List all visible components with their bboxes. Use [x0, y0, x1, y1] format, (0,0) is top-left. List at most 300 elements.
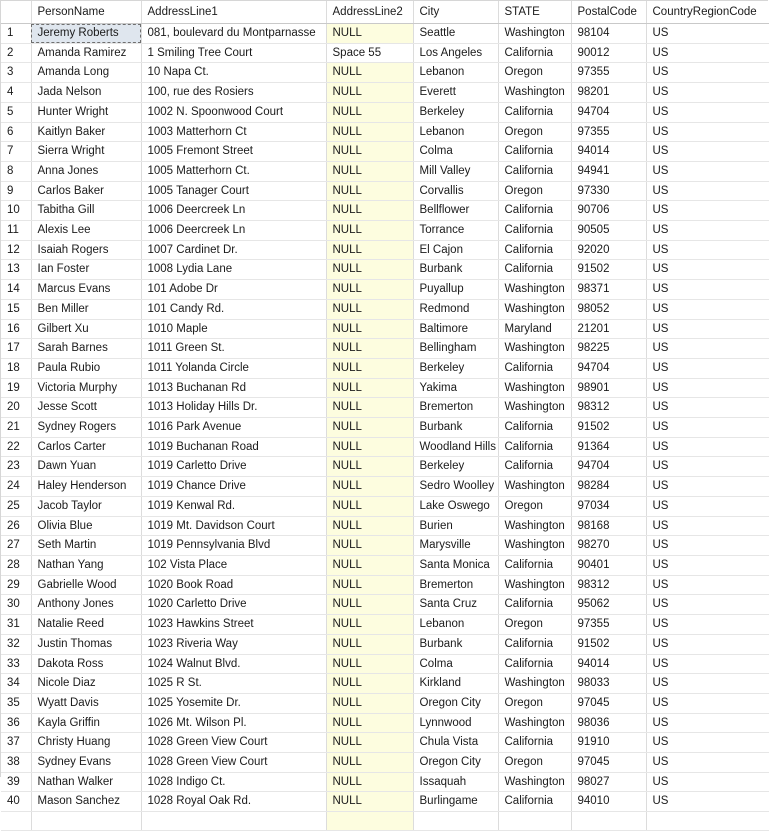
- cell-city[interactable]: Sedro Woolley: [413, 477, 498, 497]
- cell-city[interactable]: Issaquah: [413, 772, 498, 792]
- cell-addressline1[interactable]: 1019 Pennsylvania Blvd: [141, 536, 326, 556]
- cell-addressline1[interactable]: 1019 Carletto Drive: [141, 457, 326, 477]
- cell-postalcode[interactable]: 98901: [571, 378, 646, 398]
- cell-personname[interactable]: Hunter Wright: [31, 102, 141, 122]
- cell-personname[interactable]: Alexis Lee: [31, 221, 141, 241]
- cell-postalcode[interactable]: 98052: [571, 299, 646, 319]
- cell-countryregioncode[interactable]: US: [646, 24, 769, 44]
- cell-addressline2[interactable]: NULL: [326, 753, 413, 773]
- cell-addressline2[interactable]: NULL: [326, 339, 413, 359]
- cell-city[interactable]: Seattle: [413, 24, 498, 44]
- cell-addressline2[interactable]: NULL: [326, 260, 413, 280]
- cell-postalcode[interactable]: 91502: [571, 418, 646, 438]
- cell-state[interactable]: Washington: [498, 477, 571, 497]
- cell-state[interactable]: California: [498, 161, 571, 181]
- cell-addressline2[interactable]: NULL: [326, 299, 413, 319]
- cell-countryregioncode[interactable]: US: [646, 418, 769, 438]
- table-row[interactable]: [1, 457, 769, 477]
- table-row[interactable]: [1, 161, 769, 181]
- cell-postalcode[interactable]: 90505: [571, 221, 646, 241]
- cell-addressline2[interactable]: NULL: [326, 280, 413, 300]
- table-row[interactable]: [1, 595, 769, 615]
- cell-city[interactable]: Burbank: [413, 260, 498, 280]
- cell-countryregioncode[interactable]: US: [646, 260, 769, 280]
- cell-state[interactable]: Oregon: [498, 496, 571, 516]
- row-number-cell[interactable]: 16: [1, 319, 31, 339]
- cell-countryregioncode[interactable]: US: [646, 575, 769, 595]
- row-number-cell[interactable]: 12: [1, 240, 31, 260]
- table-row[interactable]: [1, 201, 769, 221]
- cell-addressline2[interactable]: NULL: [326, 615, 413, 635]
- cell-city[interactable]: Woodland Hills: [413, 437, 498, 457]
- cell-postalcode[interactable]: 97045: [571, 693, 646, 713]
- cell-countryregioncode[interactable]: US: [646, 240, 769, 260]
- cell-city[interactable]: Santa Monica: [413, 555, 498, 575]
- cell-countryregioncode[interactable]: US: [646, 122, 769, 142]
- selected-cell[interactable]: Jeremy Roberts: [31, 24, 141, 44]
- cell-state[interactable]: California: [498, 595, 571, 615]
- cell-state[interactable]: California: [498, 733, 571, 753]
- row-number-header[interactable]: [1, 1, 31, 24]
- cell-state[interactable]: Washington: [498, 280, 571, 300]
- cell-personname[interactable]: Isaiah Rogers: [31, 240, 141, 260]
- cell-addressline2[interactable]: NULL: [326, 240, 413, 260]
- cell-personname[interactable]: Amanda Ramirez: [31, 43, 141, 63]
- cell-city[interactable]: Baltimore: [413, 319, 498, 339]
- cell-postalcode[interactable]: 98284: [571, 477, 646, 497]
- cell-addressline2[interactable]: NULL: [326, 221, 413, 241]
- table-row[interactable]: [1, 122, 769, 142]
- cell-countryregioncode[interactable]: US: [646, 319, 769, 339]
- cell-postalcode[interactable]: 98036: [571, 713, 646, 733]
- table-row[interactable]: [1, 378, 769, 398]
- column-header-personname[interactable]: PersonName: [31, 1, 141, 24]
- cell-city[interactable]: Corvallis: [413, 181, 498, 201]
- cell-city[interactable]: Everett: [413, 83, 498, 103]
- table-row[interactable]: [1, 772, 769, 792]
- cell-addressline2[interactable]: NULL: [326, 181, 413, 201]
- row-number-cell[interactable]: 29: [1, 575, 31, 595]
- cell-personname[interactable]: Nathan Yang: [31, 555, 141, 575]
- cell-state[interactable]: Washington: [498, 575, 571, 595]
- cell-personname[interactable]: Nicole Diaz: [31, 674, 141, 694]
- table-row-partial[interactable]: [1, 812, 769, 831]
- cell-countryregioncode[interactable]: US: [646, 201, 769, 221]
- cell-postalcode[interactable]: 97355: [571, 615, 646, 635]
- cell-countryregioncode[interactable]: US: [646, 555, 769, 575]
- cell-countryregioncode[interactable]: US: [646, 733, 769, 753]
- cell-addressline2[interactable]: NULL: [326, 418, 413, 438]
- cell-countryregioncode[interactable]: US: [646, 772, 769, 792]
- table-row[interactable]: [1, 398, 769, 418]
- cell-state[interactable]: Washington: [498, 378, 571, 398]
- cell-postalcode[interactable]: 98033: [571, 674, 646, 694]
- cell-state[interactable]: California: [498, 555, 571, 575]
- cell-personname[interactable]: Haley Henderson: [31, 477, 141, 497]
- cell-personname[interactable]: Sierra Wright: [31, 142, 141, 162]
- cell-addressline2[interactable]: NULL: [326, 713, 413, 733]
- row-number-cell[interactable]: 6: [1, 122, 31, 142]
- cell-countryregioncode[interactable]: US: [646, 595, 769, 615]
- cell-addressline2[interactable]: Space 55: [326, 43, 413, 63]
- cell-city[interactable]: Oregon City: [413, 693, 498, 713]
- table-row[interactable]: [1, 615, 769, 635]
- cell-postalcode[interactable]: 91364: [571, 437, 646, 457]
- cell-addressline2[interactable]: NULL: [326, 733, 413, 753]
- cell-city[interactable]: Mill Valley: [413, 161, 498, 181]
- cell-addressline1[interactable]: 1013 Buchanan Rd: [141, 378, 326, 398]
- cell-addressline1[interactable]: 1019 Mt. Davidson Court: [141, 516, 326, 536]
- cell-state[interactable]: Oregon: [498, 181, 571, 201]
- cell-countryregioncode[interactable]: US: [646, 496, 769, 516]
- cell-addressline2[interactable]: NULL: [326, 516, 413, 536]
- cell-addressline2[interactable]: NULL: [326, 654, 413, 674]
- cell-city[interactable]: Lebanon: [413, 122, 498, 142]
- cell-state[interactable]: Oregon: [498, 693, 571, 713]
- cell-addressline1[interactable]: 1010 Maple: [141, 319, 326, 339]
- row-number-cell[interactable]: 39: [1, 772, 31, 792]
- cell-personname[interactable]: Ben Miller: [31, 299, 141, 319]
- cell-city[interactable]: Burbank: [413, 418, 498, 438]
- cell-state[interactable]: California: [498, 142, 571, 162]
- cell-postalcode[interactable]: 21201: [571, 319, 646, 339]
- cell-addressline1[interactable]: 101 Adobe Dr: [141, 280, 326, 300]
- cell-addressline1[interactable]: 102 Vista Place: [141, 555, 326, 575]
- cell-personname[interactable]: Jacob Taylor: [31, 496, 141, 516]
- table-row[interactable]: [1, 102, 769, 122]
- table-row[interactable]: [1, 496, 769, 516]
- table-row[interactable]: [1, 260, 769, 280]
- cell-addressline2[interactable]: NULL: [326, 457, 413, 477]
- cell-state[interactable]: California: [498, 260, 571, 280]
- table-row[interactable]: [1, 536, 769, 556]
- cell-postalcode[interactable]: 98201: [571, 83, 646, 103]
- cell-addressline1[interactable]: 1019 Kenwal Rd.: [141, 496, 326, 516]
- table-row[interactable]: [1, 575, 769, 595]
- cell-personname[interactable]: Anna Jones: [31, 161, 141, 181]
- row-number-cell[interactable]: 30: [1, 595, 31, 615]
- cell-state[interactable]: California: [498, 221, 571, 241]
- cell-addressline2[interactable]: NULL: [326, 142, 413, 162]
- row-number-cell[interactable]: 20: [1, 398, 31, 418]
- cell-postalcode[interactable]: 98270: [571, 536, 646, 556]
- cell-addressline1[interactable]: 1028 Green View Court: [141, 733, 326, 753]
- cell-postalcode[interactable]: 94014: [571, 654, 646, 674]
- table-row[interactable]: [1, 181, 769, 201]
- cell-countryregioncode[interactable]: US: [646, 674, 769, 694]
- cell-addressline1[interactable]: 1024 Walnut Blvd.: [141, 654, 326, 674]
- cell-postalcode[interactable]: 98312: [571, 398, 646, 418]
- cell-state[interactable]: Washington: [498, 772, 571, 792]
- table-row[interactable]: [1, 221, 769, 241]
- cell-postalcode[interactable]: 94010: [571, 792, 646, 812]
- cell-addressline1[interactable]: 1023 Hawkins Street: [141, 615, 326, 635]
- row-number-cell[interactable]: 17: [1, 339, 31, 359]
- cell-personname[interactable]: Victoria Murphy: [31, 378, 141, 398]
- cell-countryregioncode[interactable]: US: [646, 142, 769, 162]
- cell-countryregioncode[interactable]: US: [646, 221, 769, 241]
- cell-addressline2[interactable]: NULL: [326, 319, 413, 339]
- cell-personname[interactable]: Natalie Reed: [31, 615, 141, 635]
- cell-postalcode[interactable]: 94704: [571, 457, 646, 477]
- row-number-cell[interactable]: 32: [1, 634, 31, 654]
- cell-addressline2[interactable]: NULL: [326, 595, 413, 615]
- cell-countryregioncode[interactable]: US: [646, 654, 769, 674]
- table-row[interactable]: [1, 280, 769, 300]
- cell-personname[interactable]: Wyatt Davis: [31, 693, 141, 713]
- table-row[interactable]: [1, 63, 769, 83]
- cell-city[interactable]: Kirkland: [413, 674, 498, 694]
- table-row[interactable]: [1, 792, 769, 812]
- cell-countryregioncode[interactable]: US: [646, 299, 769, 319]
- cell-countryregioncode[interactable]: US: [646, 358, 769, 378]
- cell-city[interactable]: Lynnwood: [413, 713, 498, 733]
- row-number-cell[interactable]: 4: [1, 83, 31, 103]
- cell-countryregioncode[interactable]: US: [646, 693, 769, 713]
- cell-postalcode[interactable]: 98371: [571, 280, 646, 300]
- table-row[interactable]: [1, 477, 769, 497]
- cell-addressline1[interactable]: 1020 Carletto Drive: [141, 595, 326, 615]
- cell-postalcode[interactable]: 91502: [571, 634, 646, 654]
- cell-state[interactable]: Oregon: [498, 753, 571, 773]
- row-number-cell[interactable]: 36: [1, 713, 31, 733]
- cell-addressline2[interactable]: NULL: [326, 477, 413, 497]
- cell-countryregioncode[interactable]: US: [646, 378, 769, 398]
- cell-countryregioncode[interactable]: US: [646, 398, 769, 418]
- row-number-cell[interactable]: 31: [1, 615, 31, 635]
- cell-countryregioncode[interactable]: US: [646, 181, 769, 201]
- cell-addressline2[interactable]: NULL: [326, 122, 413, 142]
- cell-postalcode[interactable]: 98225: [571, 339, 646, 359]
- row-number-cell[interactable]: 24: [1, 477, 31, 497]
- cell-city[interactable]: Bremerton: [413, 575, 498, 595]
- row-number-cell[interactable]: 38: [1, 753, 31, 773]
- cell-personname[interactable]: Ian Foster: [31, 260, 141, 280]
- cell-postalcode[interactable]: 97045: [571, 753, 646, 773]
- cell-personname[interactable]: Gilbert Xu: [31, 319, 141, 339]
- cell-personname[interactable]: Kayla Griffin: [31, 713, 141, 733]
- table-row[interactable]: [1, 24, 769, 44]
- cell-personname[interactable]: Anthony Jones: [31, 595, 141, 615]
- cell-state[interactable]: California: [498, 43, 571, 63]
- cell-city[interactable]: Torrance: [413, 221, 498, 241]
- cell-addressline2[interactable]: NULL: [326, 772, 413, 792]
- cell-addressline2[interactable]: NULL: [326, 555, 413, 575]
- cell-addressline1[interactable]: 1026 Mt. Wilson Pl.: [141, 713, 326, 733]
- row-number-cell[interactable]: 19: [1, 378, 31, 398]
- table-row[interactable]: [1, 634, 769, 654]
- table-row[interactable]: [1, 358, 769, 378]
- column-header-postalcode[interactable]: PostalCode: [571, 1, 646, 24]
- cell-empty[interactable]: [646, 812, 769, 831]
- cell-empty[interactable]: [141, 812, 326, 831]
- cell-personname[interactable]: Carlos Baker: [31, 181, 141, 201]
- cell-addressline1[interactable]: 1 Smiling Tree Court: [141, 43, 326, 63]
- cell-addressline1[interactable]: 081, boulevard du Montparnasse: [141, 24, 326, 44]
- table-row[interactable]: [1, 240, 769, 260]
- cell-countryregioncode[interactable]: US: [646, 753, 769, 773]
- table-row[interactable]: [1, 437, 769, 457]
- cell-addressline2[interactable]: NULL: [326, 398, 413, 418]
- cell-addressline1[interactable]: 1007 Cardinet Dr.: [141, 240, 326, 260]
- cell-countryregioncode[interactable]: US: [646, 713, 769, 733]
- cell-addressline1[interactable]: 1019 Buchanan Road: [141, 437, 326, 457]
- cell-addressline2[interactable]: NULL: [326, 536, 413, 556]
- row-number-cell[interactable]: 9: [1, 181, 31, 201]
- cell-postalcode[interactable]: 94704: [571, 102, 646, 122]
- cell-personname[interactable]: Sydney Rogers: [31, 418, 141, 438]
- cell-addressline2[interactable]: NULL: [326, 24, 413, 44]
- cell-postalcode[interactable]: 94941: [571, 161, 646, 181]
- cell-state[interactable]: Oregon: [498, 615, 571, 635]
- cell-personname[interactable]: Dakota Ross: [31, 654, 141, 674]
- cell-addressline1[interactable]: 1028 Green View Court: [141, 753, 326, 773]
- cell-addressline2[interactable]: NULL: [326, 161, 413, 181]
- cell-state[interactable]: Washington: [498, 398, 571, 418]
- cell-state[interactable]: California: [498, 102, 571, 122]
- cell-countryregioncode[interactable]: US: [646, 792, 769, 812]
- cell-addressline1[interactable]: 1008 Lydia Lane: [141, 260, 326, 280]
- cell-city[interactable]: Los Angeles: [413, 43, 498, 63]
- cell-addressline1[interactable]: 1020 Book Road: [141, 575, 326, 595]
- cell-countryregioncode[interactable]: US: [646, 43, 769, 63]
- cell-city[interactable]: Bremerton: [413, 398, 498, 418]
- cell-addressline1[interactable]: 1013 Holiday Hills Dr.: [141, 398, 326, 418]
- row-number-cell[interactable]: 11: [1, 221, 31, 241]
- cell-addressline1[interactable]: 1005 Matterhorn Ct.: [141, 161, 326, 181]
- cell-addressline1[interactable]: 1025 Yosemite Dr.: [141, 693, 326, 713]
- cell-personname[interactable]: Jesse Scott: [31, 398, 141, 418]
- row-number-cell[interactable]: 25: [1, 496, 31, 516]
- cell-personname[interactable]: Marcus Evans: [31, 280, 141, 300]
- cell-state[interactable]: Washington: [498, 299, 571, 319]
- cell-countryregioncode[interactable]: US: [646, 102, 769, 122]
- row-number-cell[interactable]: 35: [1, 693, 31, 713]
- cell-state[interactable]: California: [498, 358, 571, 378]
- cell-personname[interactable]: Jada Nelson: [31, 83, 141, 103]
- cell-addressline1[interactable]: 10 Napa Ct.: [141, 63, 326, 83]
- cell-state[interactable]: California: [498, 792, 571, 812]
- cell-personname[interactable]: Justin Thomas: [31, 634, 141, 654]
- cell-postalcode[interactable]: 98027: [571, 772, 646, 792]
- cell-state[interactable]: Oregon: [498, 122, 571, 142]
- cell-city[interactable]: Redmond: [413, 299, 498, 319]
- row-number-cell[interactable]: 18: [1, 358, 31, 378]
- cell-addressline1[interactable]: 1011 Green St.: [141, 339, 326, 359]
- cell-city[interactable]: Berkeley: [413, 457, 498, 477]
- cell-state[interactable]: California: [498, 437, 571, 457]
- row-number-cell[interactable]: 22: [1, 437, 31, 457]
- cell-countryregioncode[interactable]: US: [646, 615, 769, 635]
- cell-city[interactable]: Burbank: [413, 634, 498, 654]
- row-number-cell[interactable]: 10: [1, 201, 31, 221]
- cell-postalcode[interactable]: 98104: [571, 24, 646, 44]
- cell-state[interactable]: California: [498, 634, 571, 654]
- cell-addressline1[interactable]: 1006 Deercreek Ln: [141, 221, 326, 241]
- cell-city[interactable]: Colma: [413, 142, 498, 162]
- cell-city[interactable]: Berkeley: [413, 102, 498, 122]
- table-row[interactable]: [1, 299, 769, 319]
- row-number-cell[interactable]: 2: [1, 43, 31, 63]
- cell-personname[interactable]: Sydney Evans: [31, 753, 141, 773]
- cell-addressline2[interactable]: NULL: [326, 792, 413, 812]
- cell-addressline2[interactable]: NULL: [326, 693, 413, 713]
- cell-countryregioncode[interactable]: US: [646, 457, 769, 477]
- column-header-addressline2[interactable]: AddressLine2: [326, 1, 413, 24]
- cell-personname[interactable]: Kaitlyn Baker: [31, 122, 141, 142]
- cell-countryregioncode[interactable]: US: [646, 63, 769, 83]
- cell-addressline2[interactable]: NULL: [326, 378, 413, 398]
- cell-personname[interactable]: Sarah Barnes: [31, 339, 141, 359]
- cell-postalcode[interactable]: 98312: [571, 575, 646, 595]
- row-number-cell[interactable]: 40: [1, 792, 31, 812]
- cell-state[interactable]: California: [498, 654, 571, 674]
- cell-postalcode[interactable]: 91910: [571, 733, 646, 753]
- cell-countryregioncode[interactable]: US: [646, 161, 769, 181]
- cell-addressline1[interactable]: 1011 Yolanda Circle: [141, 358, 326, 378]
- cell-city[interactable]: Bellingham: [413, 339, 498, 359]
- cell-countryregioncode[interactable]: US: [646, 634, 769, 654]
- table-row[interactable]: [1, 83, 769, 103]
- cell-personname[interactable]: Paula Rubio: [31, 358, 141, 378]
- cell-addressline1[interactable]: 1006 Deercreek Ln: [141, 201, 326, 221]
- cell-addressline2[interactable]: NULL: [326, 437, 413, 457]
- cell-city[interactable]: Lebanon: [413, 63, 498, 83]
- table-row[interactable]: [1, 753, 769, 773]
- cell-city[interactable]: Bellflower: [413, 201, 498, 221]
- cell-addressline2[interactable]: NULL: [326, 634, 413, 654]
- row-number-cell[interactable]: 26: [1, 516, 31, 536]
- table-row[interactable]: [1, 339, 769, 359]
- cell-addressline1[interactable]: 1002 N. Spoonwood Court: [141, 102, 326, 122]
- cell-state[interactable]: California: [498, 457, 571, 477]
- cell-postalcode[interactable]: 97330: [571, 181, 646, 201]
- cell-postalcode[interactable]: 95062: [571, 595, 646, 615]
- row-number-cell[interactable]: 8: [1, 161, 31, 181]
- cell-addressline1[interactable]: 101 Candy Rd.: [141, 299, 326, 319]
- cell-personname[interactable]: Tabitha Gill: [31, 201, 141, 221]
- cell-addressline1[interactable]: 1025 R St.: [141, 674, 326, 694]
- row-number-cell[interactable]: 1: [1, 24, 31, 44]
- cell-postalcode[interactable]: 92020: [571, 240, 646, 260]
- table-row[interactable]: [1, 733, 769, 753]
- cell-countryregioncode[interactable]: US: [646, 516, 769, 536]
- row-number-cell[interactable]: 28: [1, 555, 31, 575]
- cell-personname[interactable]: Christy Huang: [31, 733, 141, 753]
- cell-addressline2[interactable]: NULL: [326, 102, 413, 122]
- cell-empty[interactable]: [31, 812, 141, 831]
- table-row[interactable]: [1, 319, 769, 339]
- cell-addressline1[interactable]: 1005 Tanager Court: [141, 181, 326, 201]
- cell-postalcode[interactable]: 97034: [571, 496, 646, 516]
- cell-empty[interactable]: [413, 812, 498, 831]
- cell-city[interactable]: Lebanon: [413, 615, 498, 635]
- cell-countryregioncode[interactable]: US: [646, 339, 769, 359]
- cell-addressline2[interactable]: NULL: [326, 575, 413, 595]
- cell-city[interactable]: Oregon City: [413, 753, 498, 773]
- cell-addressline1[interactable]: 100, rue des Rosiers: [141, 83, 326, 103]
- table-row[interactable]: [1, 674, 769, 694]
- row-number-cell[interactable]: 23: [1, 457, 31, 477]
- cell-city[interactable]: El Cajon: [413, 240, 498, 260]
- cell-countryregioncode[interactable]: US: [646, 437, 769, 457]
- row-number-cell[interactable]: 33: [1, 654, 31, 674]
- cell-state[interactable]: California: [498, 418, 571, 438]
- cell-city[interactable]: Lake Oswego: [413, 496, 498, 516]
- cell-postalcode[interactable]: 97355: [571, 122, 646, 142]
- cell-addressline1[interactable]: 1028 Indigo Ct.: [141, 772, 326, 792]
- cell-postalcode[interactable]: 97355: [571, 63, 646, 83]
